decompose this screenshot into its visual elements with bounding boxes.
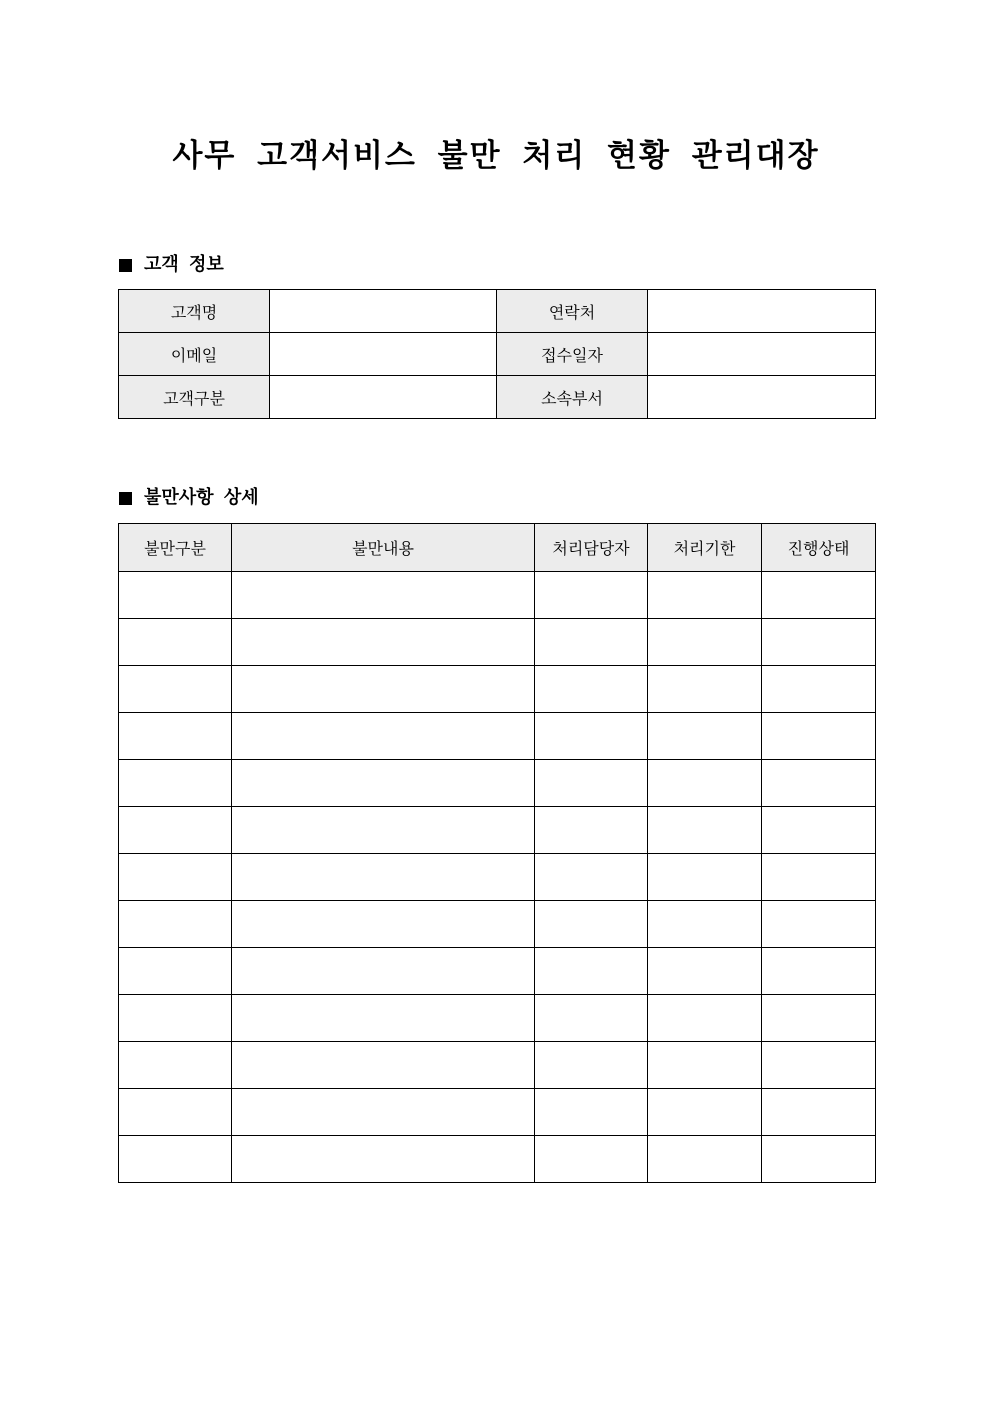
table-cell[interactable] bbox=[232, 901, 535, 948]
table-cell[interactable] bbox=[648, 1136, 762, 1183]
table-cell[interactable] bbox=[119, 713, 232, 760]
table-cell[interactable] bbox=[648, 948, 762, 995]
table-cell[interactable] bbox=[535, 901, 648, 948]
table-cell[interactable] bbox=[648, 760, 762, 807]
table-cell[interactable] bbox=[232, 760, 535, 807]
table-cell[interactable] bbox=[762, 1089, 876, 1136]
table-cell[interactable] bbox=[119, 1042, 232, 1089]
field-value[interactable] bbox=[270, 290, 497, 333]
field-value[interactable] bbox=[270, 376, 497, 419]
table-cell[interactable] bbox=[762, 1136, 876, 1183]
table-cell[interactable] bbox=[648, 619, 762, 666]
table-cell[interactable] bbox=[119, 1089, 232, 1136]
field-value[interactable] bbox=[648, 290, 876, 333]
table-cell[interactable] bbox=[535, 1042, 648, 1089]
table-cell[interactable] bbox=[535, 1089, 648, 1136]
table-cell[interactable] bbox=[762, 901, 876, 948]
column-header: 불만내용 bbox=[232, 524, 535, 572]
table-cell[interactable] bbox=[648, 901, 762, 948]
table-row bbox=[119, 572, 876, 619]
table-cell[interactable] bbox=[762, 572, 876, 619]
table-cell[interactable] bbox=[232, 666, 535, 713]
table-cell[interactable] bbox=[232, 1089, 535, 1136]
table-cell[interactable] bbox=[762, 995, 876, 1042]
column-header: 진행상태 bbox=[762, 524, 876, 572]
table-cell[interactable] bbox=[535, 1136, 648, 1183]
table-row bbox=[119, 807, 876, 854]
field-label: 연락처 bbox=[497, 290, 648, 333]
table-cell[interactable] bbox=[119, 619, 232, 666]
table-row bbox=[119, 333, 876, 376]
column-header: 불만구분 bbox=[119, 524, 232, 572]
field-label: 소속부서 bbox=[497, 376, 648, 419]
customer-info-table bbox=[118, 289, 876, 419]
table-cell[interactable] bbox=[535, 995, 648, 1042]
table-cell[interactable] bbox=[648, 995, 762, 1042]
table-cell[interactable] bbox=[648, 807, 762, 854]
table-row bbox=[119, 760, 876, 807]
table-cell[interactable] bbox=[535, 666, 648, 713]
table-cell[interactable] bbox=[119, 807, 232, 854]
table-row bbox=[119, 1042, 876, 1089]
table-cell[interactable] bbox=[535, 948, 648, 995]
table-cell[interactable] bbox=[119, 995, 232, 1042]
page-title: 사무 고객서비스 불만 처리 현황 관리대장 bbox=[172, 138, 820, 174]
square-bullet-icon bbox=[119, 492, 132, 505]
table-cell[interactable] bbox=[648, 666, 762, 713]
table-cell[interactable] bbox=[535, 572, 648, 619]
table-cell[interactable] bbox=[535, 807, 648, 854]
table-cell[interactable] bbox=[762, 619, 876, 666]
table-cell[interactable] bbox=[119, 901, 232, 948]
table-cell[interactable] bbox=[232, 807, 535, 854]
table-cell[interactable] bbox=[762, 713, 876, 760]
table-row bbox=[119, 619, 876, 666]
field-label: 고객구분 bbox=[119, 376, 270, 419]
field-label: 접수일자 bbox=[497, 333, 648, 376]
table-cell[interactable] bbox=[119, 1136, 232, 1183]
table-row bbox=[119, 376, 876, 419]
table-row bbox=[119, 948, 876, 995]
table-cell[interactable] bbox=[232, 619, 535, 666]
table-cell[interactable] bbox=[232, 995, 535, 1042]
table-cell[interactable] bbox=[119, 760, 232, 807]
table-header-row bbox=[119, 524, 876, 572]
section-heading-label: 고객 정보 bbox=[144, 254, 224, 275]
field-value[interactable] bbox=[270, 333, 497, 376]
table-cell[interactable] bbox=[762, 1042, 876, 1089]
table-cell[interactable] bbox=[648, 1089, 762, 1136]
table-cell[interactable] bbox=[535, 619, 648, 666]
table-cell[interactable] bbox=[232, 948, 535, 995]
section-heading-customer-info bbox=[119, 253, 224, 277]
field-value[interactable] bbox=[648, 333, 876, 376]
table-cell[interactable] bbox=[648, 854, 762, 901]
table-cell[interactable] bbox=[232, 1042, 535, 1089]
table-cell[interactable] bbox=[119, 854, 232, 901]
field-value[interactable] bbox=[648, 376, 876, 419]
table-cell[interactable] bbox=[762, 948, 876, 995]
square-bullet-icon bbox=[119, 259, 132, 272]
table-row bbox=[119, 854, 876, 901]
table-row bbox=[119, 1089, 876, 1136]
table-cell[interactable] bbox=[232, 572, 535, 619]
column-header: 처리기한 bbox=[648, 524, 762, 572]
table-cell[interactable] bbox=[535, 854, 648, 901]
complaint-details-table bbox=[118, 523, 876, 1183]
table-cell[interactable] bbox=[232, 1136, 535, 1183]
table-cell[interactable] bbox=[762, 666, 876, 713]
table-cell[interactable] bbox=[648, 1042, 762, 1089]
table-cell[interactable] bbox=[535, 760, 648, 807]
section-heading-complaint-details bbox=[119, 486, 259, 510]
table-cell[interactable] bbox=[232, 854, 535, 901]
table-cell[interactable] bbox=[762, 807, 876, 854]
table-cell[interactable] bbox=[119, 666, 232, 713]
table-row bbox=[119, 1136, 876, 1183]
table-cell[interactable] bbox=[762, 854, 876, 901]
table-cell[interactable] bbox=[648, 713, 762, 760]
table-row bbox=[119, 901, 876, 948]
table-cell[interactable] bbox=[119, 572, 232, 619]
table-row bbox=[119, 995, 876, 1042]
table-row bbox=[119, 290, 876, 333]
column-header: 처리담당자 bbox=[535, 524, 648, 572]
section-heading-label: 불만사항 상세 bbox=[144, 487, 259, 508]
table-row bbox=[119, 666, 876, 713]
table-cell[interactable] bbox=[119, 948, 232, 995]
table-cell[interactable] bbox=[762, 760, 876, 807]
table-cell[interactable] bbox=[232, 713, 535, 760]
table-cell[interactable] bbox=[535, 713, 648, 760]
field-label: 이메일 bbox=[119, 333, 270, 376]
table-row bbox=[119, 713, 876, 760]
table-cell[interactable] bbox=[648, 572, 762, 619]
field-label: 고객명 bbox=[119, 290, 270, 333]
